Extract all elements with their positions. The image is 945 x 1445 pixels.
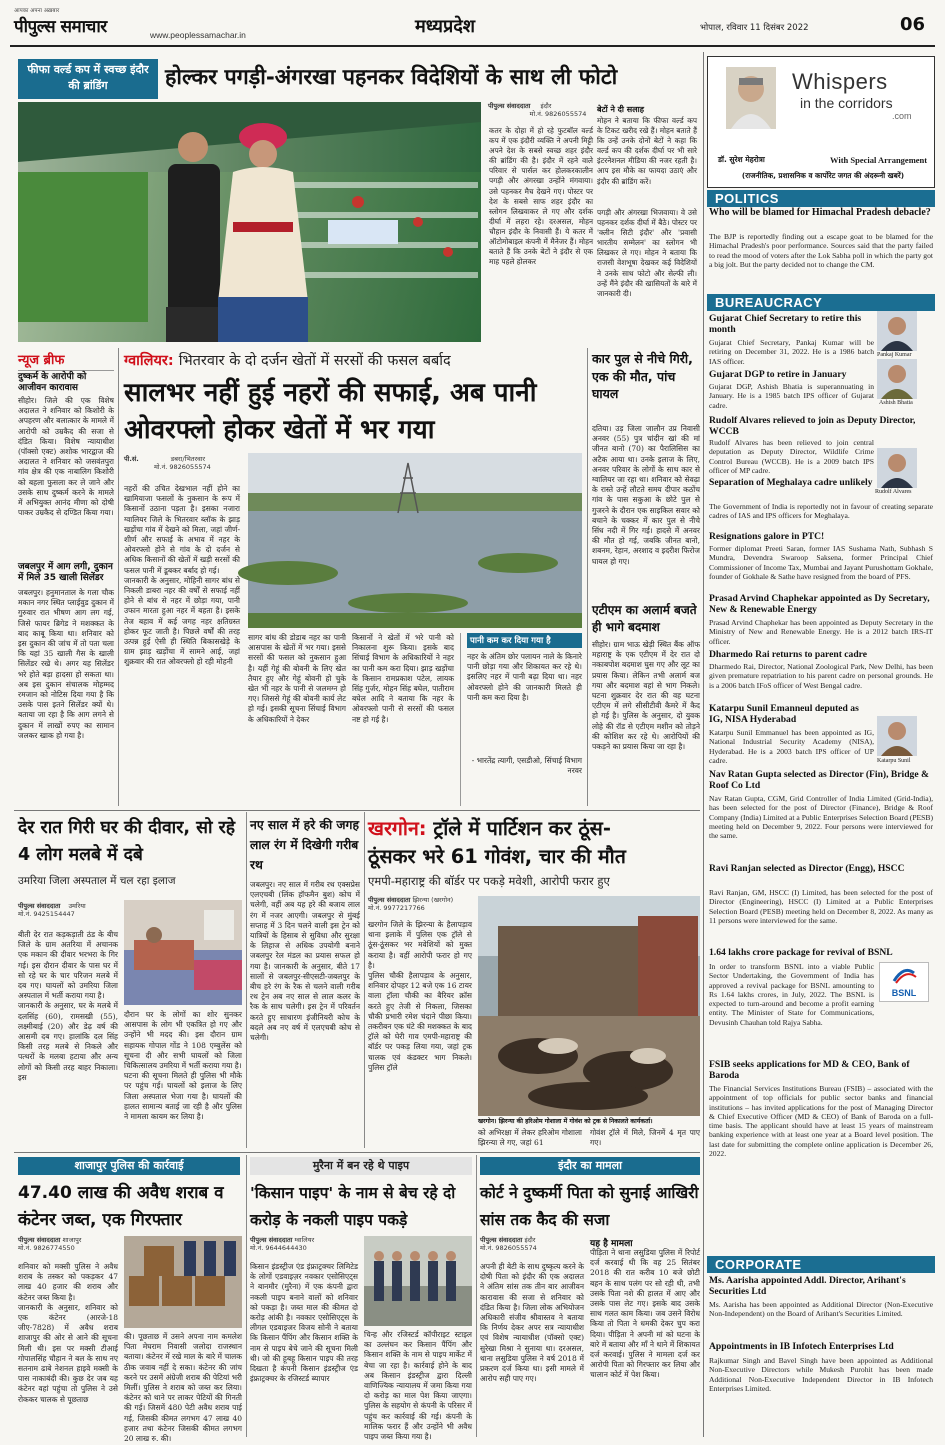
bottom-rule	[14, 1152, 700, 1153]
morena-band: मुरैना में बन रहे थे पाइप	[250, 1157, 472, 1175]
officer-photo-pankaj	[877, 311, 917, 351]
brief-1-text: सीहोर। जिले की एक विशेष अदालत ने शनिवार को किशोरी के अपहरण और बलात्कार के मामले में आरोपी को उम्रकैद की सजा से दंडित किया। विशेष न्यायाधीश (पॉक्सो एक्ट) अशोक भारद्वाज की अदालत ने शनिवार को जसवंतपुरा गांव क्षेत्र की एक नाबालिग किशोरी को बहला फुसला कर ले जाने और उसके साथ दुष्कर्म करने के मामले में अभियुक्त आनंद मीणा को दोषी पाकर उम्रकैद से दण्डित किया गया।	[18, 396, 114, 518]
paper-tagline: आपका अपना अख़बार	[14, 8, 60, 14]
caption-pankaj: Pankaj Kumar	[877, 352, 912, 358]
gwalior-box-text: नहर के अंतिम छोर पलायन नाले के किनारे पानी छोड़ा गया और शिकायत कर रहे थे। इसलिए नहर में पानी बढ़ा दिया था। नहर ओवरफ्लो होने की जानकारी मिलते ही पानी कम करा दिया है।	[467, 652, 582, 702]
wh-item-9-text: Ravi Ranjan, GM, HSCC (I) Limited, has been selected for the post of Director (Engineering), HSCC (I) Limited at a Public Enterprises Selection Board (PESB) meeting held on December 8, 2022. As many as 11 persons were interviewed for the same.	[709, 888, 933, 925]
lead-kicker-text: फीफा वर्ल्ड कप में स्वच्छ इंदौर की ब्रांडिंग	[27, 63, 149, 92]
gwalior-photo	[248, 453, 582, 628]
lead-reporter: पीपुल्स संवाददाता	[488, 102, 531, 110]
gwalior-kicker: ग्वालियर:	[124, 353, 174, 369]
wh-item-5-head: Prasad Arvind Chaphekar appointed as Dy Secretary, New & Renewable Energy	[709, 593, 930, 615]
morena-place: ग्वालियर	[294, 1236, 315, 1244]
shajapur-reporter: पीपुल्स संवाददाता	[18, 1236, 61, 1244]
wh-item-2-head: Rudolf Alvares relieved to join as Deputy Director, WCCB	[709, 415, 916, 437]
bureaucracy-band: BUREAUCRACY	[707, 294, 935, 311]
wall-col2: दौरान घर के लोगों का शोर सुनकर आसपास के लोग भी एकत्रित हो गए और उन्होंने भी मदद की। इस दौरान ग्राम सहायक गोपाल गोंड ने 108 एम्बुलेंस को सूचना दी और सभी घायलों को जिला चिकित्सालय उमरिया में भर्ती कराया गया है। घटना की सूचना मिलते ही पुलिस भी मौके पर पहुंच गई। घायलों को इलाज के लिए जिला अस्पताल भेजा गया है। घायलों की हालत सामान्य बताई जा रही है और पुलिस ने मामला कायम कर लिया है।	[124, 1010, 242, 1122]
cattle-truck-illustration	[478, 896, 700, 1116]
khargone-divider	[364, 812, 365, 1148]
shajapur-place: शाजापुर	[62, 1236, 82, 1244]
whispers-header-box	[707, 56, 935, 188]
khargone-text2: को अभिरक्षा में लेकर हरिओम गोशाला झिरन्या ले गए, जहां 61	[478, 1128, 582, 1148]
lead-photo	[18, 102, 481, 342]
wh-item-5-text: Prasad Arvind Chaphekar has been appointed as Deputy Secretary in the Ministry of New and Renewable Energy. He is a 2012 batch IRS-IT officer.	[709, 618, 933, 646]
indore-box-text: पीड़िता ने थाना लसुडिया पुलिस में रिपोर्ट दर्ज करवाई थी कि वह 25 सितंबर 2018 की रात करीब 10 बजे छोटी बहन के साथ पलंग पर सो रही थी, तभी उसके पिता नशे की हालत में आए और उसके पास लेट गए। इसके बाद उसके साथ गलत काम किया। जब उसने विरोध किया तो पिता ने धमकी देकर चुप करा दिया। पीड़िता ने अपनी मां को घटना के बारे में बताया और माँ ने थाने में शिकायत दर्ज करवाई। पुलिस ने मामला दर्ज कर आरोपी पिता को गिरफ्तार कर लिया और चालान कोर्ट में पेश किया।	[590, 1248, 700, 1380]
shajapur-byline	[18, 1236, 128, 1252]
corp-0-text: Ms. Aarisha has been appointed as Additional Director (Non-Executive Non-Independent) on the Board of Arihant's Securities Limited.	[709, 1300, 933, 1319]
bsnl-swoosh-icon	[890, 963, 918, 985]
gwalior-headline: सालभर नहीं हुई नहरों की सफाई, अब पानी ओवरफ्लो होकर खेतों में भर गया	[124, 378, 537, 445]
khargone-caption: खरगोन। झिरन्या की हरिओम गोशाला में गोवंश को ट्रक से निकालते कार्यकर्ता।	[478, 1118, 653, 1125]
lead-col2a: मोहन ने बताया कि फीफा वर्ल्ड कप के टिकट खरीद रखे हैं। मोहन बताते हैं कि उन्हें उनके दोनों बेटों ने कहा कि वर्ल्ड कप की दर्शक दीर्घा पर भी सारे इंटरनेशनल मीडिया की नजर रहती है। आप इस मौके का फायदा उठाएं और इंदौर की ब्रांडिंग करें।	[597, 116, 697, 186]
morena-headline: 'किसान पाइप' के नाम से बेच रहे दो करोड़ के नकली पाइप पकड़े	[250, 1184, 456, 1229]
whispers-column	[707, 56, 935, 1436]
khargone-headline	[368, 815, 700, 871]
wh-item-7-head: Katarpu Sunil Emanneul deputed as IG, NISA Hyderabad	[709, 703, 859, 725]
stadium-photo-illustration	[18, 102, 481, 342]
atm-text: सीहोर। ग्राम भाऊ खेड़ी स्थित बैंक ऑफ महाराष्ट्र के एक एटीएम में देर रात दो नकाबपोश बदमाश घुस गए और लूट का प्रयास किया। लेकिन तभी अलार्म बज गया और बदमाश वहां से भाग निकले। घटना शुक्रवार देर रात की वह घटना एटीएम में लगे सीसीटीवी कैमरे में कैद हो गई है। पुलिस के अनुसार, दो युवक लोहे की रॉड से एटीएम मशीन को तोड़ने की कोशिश कर रहे थे। आरोपियों की पकड़ने का प्रयास किया जा रहा है।	[592, 640, 700, 752]
wh-item-10-text-cont	[709, 1000, 933, 1001]
wall-headline: देर रात गिरी घर की दीवार, सो रहे 4 लोग मलबे में दबे	[18, 818, 236, 865]
atm-headline: एटीएम का अलार्म बजते ही भागे बदमाश	[592, 603, 697, 634]
gwalior-col1: नहरों की उचित देखभाल नहीं होने का खामियाजा फसलों के नुकसान के रूप में किसानों उठाना पड़ता है। इसका नजारा ग्वालियर जिले के भितरवार ब्लॉक के झाड़ खड़ोंचा गांव में देखने को मिला, जहां जीर्ण-शीर्ण और सफाई के अभाव में नहर के ओवरफ्लो होने से गांव के दो दर्जन से अधिक किसानों की खेतों में खड़ी सरसों की फसल पानी में डूबकर बर्बाद हो गई। जानकारी के अनुसार, मोहिनी सागर बांध से निकली डाबरा नहर की वर्षों से सफाई नहीं होने से बांध से नहर में छोड़ा गया, पानी उफान मारता हुआ नहर में बहता है। इसके तेज बहाव में कई जगह नहर क्षतिग्रस्त होकर फूट जाती है। पिछले वर्षों की तरह उत्पन्न हुई ऐसी ही स्थिति बिकासखेड़े के ग्राम झाड़ खड़ोंचा में सामने आई, जहां शुक्रवार की रात ओवरफ्लो हो रही मोहनी	[124, 484, 240, 667]
section-title: मध्यप्रदेश	[415, 16, 476, 37]
masthead	[0, 0, 945, 50]
caption-ashish: Ashish Bhatia	[879, 400, 913, 406]
whispers-tagline: (राजनीतिक, प्रशासनिक व कार्पोरेट जगत की अंदरूनी खबरें)	[741, 171, 905, 180]
morena-reporter: पीपुल्स संवाददाता	[250, 1236, 293, 1244]
paper-name: पीपुल्स समाचार	[14, 17, 107, 37]
gwalior-official-box	[460, 633, 582, 806]
indore-box-title: यह है मामला	[590, 1239, 633, 1249]
arrangement: With Special Arrangement	[830, 155, 928, 165]
website-url[interactable]: www.peoplessamachar.in	[150, 30, 246, 40]
wh-item-10-head: 1.64 lakhs crore package for revival of BSNL	[709, 947, 893, 958]
wh-item-11-head: FSIB seeks applications for MD & CEO, Bank of Baroda	[709, 1059, 910, 1081]
wh-item-4-head: Resignations galore in PTC!	[709, 531, 825, 542]
corporate-band: CORPORATE	[707, 1256, 935, 1273]
khargone-headline-a: ट्रॉले में पार्टिशन कर ठूंस-	[433, 817, 611, 840]
gwalior-box-title: पानी कम कर दिया गया है	[467, 633, 582, 648]
wh-item-3-text: The Government of India is reportedly not in favour of creating separate cadres of IAS and IPS officers for Meghalaya.	[709, 502, 933, 521]
corp-0-head: Ms. Aarisha appointed Addl. Director, Arihant's Securities Ltd	[709, 1275, 906, 1297]
train-divider	[246, 812, 247, 1148]
whispers-logo-title: Whispers	[792, 69, 888, 94]
flooded-field-illustration	[248, 453, 582, 628]
page-number: 06	[900, 14, 926, 35]
brief-divider	[118, 348, 119, 806]
officer-photo-rudolf	[877, 448, 917, 488]
khargone-mobile: मो.नं. 9977217766	[368, 904, 425, 912]
corp-1-text: Rajkumar Singh and Bavel Singh have been appointed as Additional Non-Executive Directors while Mukesh Purohit has been made Additional Non-Executive Independent Director in IB Infotech Enterprises Limited.	[709, 1356, 933, 1393]
carpool-headline: कार पुल से नीचे गिरी, एक की मौत, पांच घायल	[592, 351, 693, 401]
gwalior-col3: किसानों ने खेतों में भरे पानी को निकालना शुरू किया। इसके बाद सिंचाई विभाग के अधिकारियों ने नहर का पानी कम करा दिया। झाड़ खड़ोंचा के किसान रामप्रकाश पटेल, लायक सिंह गुर्जर, मोहन सिंह बघेल, पातीराम बघेल आदि ने बताया कि नहर के ओवरफ्लो पानी से सरसों की फसल नष्ट हो गई है।	[352, 633, 454, 724]
khargone-reporter: पीपुल्स संवाददाता	[368, 896, 411, 904]
shajapur-text: शनिवार को मक्सी पुलिस ने अवैध शराब के तस्कर को पकड़कर 47 लाख 40 हजार की शराब और कंटेनर जब्त किया है। जानकारी के अनुसार, शनिवार को एक कंटेनर (आरजे-18 जीए-7828) में अवैध शराब शाजापुर की ओर से आने की सूचना मिली थी। इस पर मक्सी टीआई गोपालसिंह चौहान ने बल के साथ नए सतनाम ढाबे नेशनल हाइवे मक्सी के पास नाकाबंदी की। कुछ देर जब यह कंटेनर वहां पहुंचा तो पुलिस ने उसे रोककर चालक से पूछताछ	[18, 1262, 118, 1404]
wh-item-9-head: Ravi Ranjan selected as Director (Engg), HSCC	[709, 863, 905, 874]
column-divider	[703, 52, 704, 1437]
officer-photo-katarpu	[877, 716, 917, 756]
whispers-logo[interactable]	[792, 69, 932, 121]
shajapur-band: शाजापुर पुलिस की कार्रवाई	[18, 1157, 240, 1175]
khargone-kicker: खरगोन:	[368, 817, 427, 840]
wall-mobile: मो.नं. 9425154447	[18, 910, 75, 918]
corp-1-head: Appointments in IB Infotech Enterprises Ltd	[709, 1341, 894, 1352]
politics-band: POLITICS	[707, 190, 935, 207]
wh-item-6-text: Dharmedo Rai, Director, National Zoological Park, New Delhi, has been given premature repatriation to his parent cadre on personal grounds. He is a 2006 batch IFoS officer of West Bengal cadre.	[709, 662, 933, 690]
khargone-text3: गोवंश ट्रॉले में मिले, जिनमें 4 मृत पाए गए।	[590, 1128, 700, 1148]
bsnl-logo	[879, 962, 929, 1002]
wall-reporter: पीपुल्स संवाददाता	[18, 902, 61, 910]
gwalior-box-sign: - भारतेंद्र त्यागी, एसडीओ, सिंचाई विभाग नरवर	[471, 756, 582, 776]
shajapur-mobile: मो.नं. 9826774550	[18, 1244, 75, 1252]
indore-mobile: मो.नं. 9826055574	[480, 1244, 537, 1252]
caption-rudolf: Rudolf Alvares	[875, 489, 912, 495]
wh-item-8-head: Nav Ratan Gupta selected as Director (Fin), Bridge & Roof Co Ltd	[709, 769, 930, 791]
indore-divider	[476, 1155, 477, 1437]
indore-headline: कोर्ट ने दुष्कर्मी पिता को सुनाई आखिरी सांस तक कैद की सजा	[480, 1184, 699, 1229]
politics-headline: Who will be blamed for Himachal Pradesh debacle?	[709, 207, 931, 218]
masthead-rule	[10, 45, 935, 47]
gwalior-reporter: पी.सं.	[124, 455, 139, 463]
hospital-patients-illustration	[124, 900, 242, 1005]
wall-text: बीती देर रात कड़कड़ाती ठंड के बीच जिले के ग्राम अतरिया में अचानक एक मकान की दीवार भरभरा के गिर गई। इस दौरान दीवार के पास घर में सो रहे घर के चार परिजन मलबे में दब गए। घायलों को उमरिया जिला अस्पताल में भर्ती कराया गया है। जानकारी के अनुसार, घर के मलबे में दलसिंह (60), रामसखी (55), लक्ष्मीबाई (20) और डेढ़ वर्ष की आसमी दब गए। हालांकि दल सिंह किसी तरह मलबे से निकले और पत्थरों के मलबा हटाया और अन्य लोगों को किसी तरह बाहर निकाला। इस	[18, 930, 118, 1082]
shajapur-col2: की। पूछताछ में उसने अपना नाम कमलेश पिता मेघराम निवासी जलोदा राजस्थान बताया। कंटेनर में रखे माल के बारे में चालक ठीक जवाब नहीं दे सका। कंटेनर की जांच करने पर उसमें अंग्रेजी शराब की पेटियां भरी मिलीं। पुलिस ने शराब को जब्त कर लिया। कंटेनर को थाने पर लाकर पेटियों की गिनती की गई। जिसमें 480 पेटी अवैध शराब पाई गई, जिसकी कीमत लगभग 47 लाख 40 हजार तथा कंटेनर जिसकी कीमत लगभग 20 लाख रु. की।	[124, 1332, 242, 1444]
khargone-place: झिरन्या (खरगोन)	[412, 896, 454, 904]
khargone-photo	[478, 896, 700, 1116]
brief-2-headline: जबलपुर में आग लगी, दुकान में मिले 35 खाली सिलेंडर	[18, 562, 113, 583]
politics-text: The BJP is reportedly finding out a escape goat to be blamed for the Himachal Pradesh's poor performance. Sources said that the party failed to read the mood of voters after the Lok Sabha poll in which the party got a big jolt. But the party decided not to change the CM.	[709, 232, 933, 269]
gwalior-kicker-line	[124, 350, 582, 370]
whispers-logo-sub: in the corridors	[800, 95, 893, 111]
lead-kicker	[18, 59, 158, 99]
khargone-subhead: एमपी-महाराष्ट्र की बॉर्डर पर पकड़े मवेशी, आरोपी फरार हुए	[368, 874, 610, 888]
carpool-text: दतिया। उड़ जिला जालौन उप्र निवासी अनवर (55) पुत्र चांदीन खां की मां जीनत बानो (70) का पैरालिसिस का अटैक आया था। उनके इलाज के लिए, अनवर परिवार के लोगों के साथ कार से ग्वालियर जा रहा था। शनिवार को सेवढ़ा के रास्ते उन्हें लौटते समय दीपार कठोंच गांव के पास सकुआ के छोटे पुल से गुजरने के दौरान एक साइकिल सवार को बचाने के चक्कर में कार पुल से नीचे सिंध नदी में गिर गई। हादसे में अनवर की मौत हो गई, जबकि जीनत बानो, शबनम, रेहान, अरशाद व इदरीश फिरोज घायल हो गए।	[592, 424, 700, 566]
lead-place: इंदौर	[540, 102, 552, 110]
wh-item-0-text: Gujarat Chief Secretary, Pankaj Kumar will be retiring on December 31, 2022. He is a 1986 batch IAS officer.	[709, 338, 874, 366]
whispers-logo-site: .com	[892, 111, 912, 121]
wh-item-10-text: In order to transform BSNL into a viable Public Sector Undertaking, the Government of India has approved a revival package for BSNL amounting to Rs 1.64 lakhs crores, in July, 2022. The BSNL is expected to turn-around and become a profit earning entity. The Minister of State for Communications, Devusinh Chauhan told Rajya Sabha.	[709, 962, 874, 1027]
lead-headline: होल्कर पगड़ी-अंगरखा पहनकर विदेशियों के साथ ली फोटो	[165, 65, 618, 90]
wh-item-7-text: Katarpu Sunil Emmanuel has been appointed as IG, National Industrial Security Academy (NISA), Hyderabad. He is a 2003 batch IPS officer of UP cadre.	[709, 728, 874, 765]
wall-byline	[18, 902, 118, 918]
news-brief-title: न्यूज ब्रीफ	[18, 350, 114, 371]
author-name: डॉ. सुरेश मेहरोत्रा	[718, 155, 765, 164]
train-headline: नए साल में हरे की जगह लाल रंग में दिखेगी गरीब रथ	[250, 818, 359, 872]
mid-rule	[14, 810, 700, 811]
wh-item-0-head: Gujarat Chief Secretary to retire this month	[709, 313, 862, 335]
lead-subhead: बेटों ने दी सलाह	[597, 105, 644, 114]
morena-divider	[246, 1155, 247, 1437]
wh-item-1-text: Gujarat DGP, Ashish Bhatia is superannuating in January. He is a 1985 batch IPS officer of Gujarat cadre.	[709, 382, 874, 410]
wh-item-8-text: Nav Ratan Gupta, CGM, Grid Controller of India Limited (Grid-India), has been selected for the post of Director (Finance), Bridge & Roof Company (India) Limited at a Public Enterprises Selection Board (PESB) meeting held on December 9, 2022. Four persons were interviewed for the same.	[709, 794, 933, 841]
indore-place: इंदौर	[524, 1236, 536, 1244]
wh-item-3-head: Separation of Meghalaya cadre unlikely	[709, 477, 873, 488]
khargone-byline	[368, 896, 478, 912]
indore-text: अपनी ही बेटी के साथ दुष्कृत्य करने के दोषी पिता को इंदौर की एक अदालत ने अंतिम सांस तक तीन बार आजीवन कारावास की सजा से शनिवार को दंडित किया है। जिला लोक अभियोजन अधिकारी संजीव श्रीवास्तव ने बताया कि निर्णय देकर अपर सत्र न्यायाधीश एवं विशेष न्यायाधीश (पॉक्सो एक्ट) सुरेखा मिश्रा ने सुनाया था। दरअसल, थाना लसुडिया पुलिस ने वर्ष 2018 में प्रकरण दर्ज किया था। इसी मामले में आरोप सही पाए गए।	[480, 1262, 584, 1384]
lead-col1: कतर के दोहा में हो रहे फुटबॉल वर्ल्ड कप में एक इंदौरी व्यक्ति ने अपनी मिट्टी अपने देश के सबसे स्वच्छ शहर इंदौर की ब्रांडिंग की है। इंदौर में रहने वाले परिवार से पार्सल कर होलकरकालीन पगड़ी और अंगरखा उन्होंने मंगवाया। उसे पहनकर मैच देखने गए। पोस्टर पर देश के सबसे साफ शहर इंदौर का स्लोगन लिखवाकर ले गए और दर्शक दीर्घा में लहरा रहे। दरअसल, मोहन चौहान इंदौर के निवासी हैं। ये कतर में ऑटोमोबाइल कंपनी में मैनेजर हैं। मोहन बताते हैं कि उनके बेटों ने इंदौर से एक माह पहले होलकर	[489, 126, 593, 267]
gwalior-mobile: मो.नं. 9826055574	[154, 463, 211, 471]
gwalior-kicker-rest: भितरवार के दो दर्जन खेतों में सरसों की फसल बर्बाद	[178, 353, 451, 369]
wh-item-1-head: Gujarat DGP to retire in January	[709, 369, 847, 380]
lead-col2b: पगड़ी और अंगरखा भिजवाया। वे उसे पहनकर दर्शक दीर्घा में बैठे। पोस्टर पर 'क्लीन सिटी इंदौर' और 'प्रवासी भारतीय सम्मेलन' का स्लोगन भी लिखकर ले गए। मोहन ने बताया कि राजसी वेशभूषा देखकर कई विदेशियों ने उनके साथ फोटो और सेल्फी ली। उन्हें मैंने इंदौर की खासियतों के बारे में जानकारी दी।	[597, 208, 697, 298]
gwalior-col2: सागर बांध की डोडाब नहर का पानी आसपास के खेतों में भर गया। इससे सरसों की फसल को नुकसान हुआ है। यहीं गेहूं की बोवनी के लिए खेत तैयार हुए और गेहूं बोवनी हो चुके खेत भी नहर के पानी से जलमग्न हो गए। जिससे गेहूं की बोवनी कार्य लेट हो गई। इसकी सूचना सिंचाई विभाग के अधिकारियों ने देकर	[248, 633, 346, 724]
dateline: भोपाल, रविवार 11 दिसंबर 2022	[700, 23, 809, 33]
seized-liquor-illustration	[124, 1236, 242, 1328]
brief-2-text: जबलपुर। हनुमानताल के गला चौक मकान नगर स्थित प्लाईवुड दुकान में गुरुवार रात भीषण आग लग गई, जिसे फायर ब्रिगेड ने मशक्कत के बाद काबू किया था। शनिवार को इस दुकान की जांच में तो पता चला कि यहां 35 खाली गैस के खाली सिलेंडर रखे थे। अगर यह सिलेंडर भरे होते बड़ा हादसा हो सकता था। अब इस दुकान संचालक मोहम्मद रमजान को नोटिस दिया गया है कि उसके पास इतने सिलेंडर क्यों थे। बताया जा रहा है कि आग लगने से दुकान में लाखों रुपए का सामान जलकर खाक हो गया है।	[18, 588, 114, 740]
indore-reporter: पीपुल्स संवाददाता	[480, 1236, 523, 1244]
morena-col2: चिन्ह और रजिस्टर्ड कॉपीराइट स्टाइल का उल्लंघन कर किसान पैंपिंग और किसान शक्ति के नाम से पाइप मार्केट में बेचा जा रहा है। कार्रवाई होने के बाद अब किसान इंडस्ट्रीज द्वारा दिल्ली वाणिज्यिक न्यायालय में जमा किया गया दो करोड़ का माल पेश किया जाएगा। पुलिस के सहयोग से कंपनी के परिसर में पहुंच कर कार्रवाई की गई। कंपनी के मालिक फरार हैं और उन्होंने भी अवैध पाइप जब्त किया गया है।	[364, 1330, 472, 1442]
officer-photo-ashish	[877, 359, 917, 399]
wh-item-11-text: The Financial Services Institutions Bureau (FSIB) – associated with the appointment of top officials for public sector banks and financial institutions – has invited applications for the post of Managing Director & Chief Executive Officer (MD & CEO) of Bank of Baroda on a full-time basis. The applicant should have at least 15 years of mainstream banking experience with at least one year at a Board level position. The last date for submitting the complete online application is December 26, 2022.	[709, 1084, 933, 1159]
indore-byline	[480, 1236, 585, 1252]
bsnl-logo-text: BSNL	[891, 988, 917, 998]
wall-place: उमरिया	[68, 902, 86, 910]
morena-photo	[364, 1236, 472, 1326]
morena-byline	[250, 1236, 360, 1252]
khargone-headline-b: ठूंसकर भरे 61 गोवंश, चार की मौत	[368, 845, 626, 868]
pipe-seizure-illustration	[364, 1236, 472, 1326]
wh-item-4-text: Former diplomat Preeti Saran, former IAS Sushama Nath, Subhash S Mundra, Devendra Swaroop Saksena, former Principal Chief Commissioner of Income Tax, Mumbai and Jayant Purushottam Gokhale, founder of Gokhale & Sathe have resigned from the board of PFS.	[709, 544, 933, 581]
wh-item-2-text: Rudolf Alvares has been relieved to join central deputation as Deputy Director, Wildlife Crime Control Bureau (WCCB). He is a 2009 batch IPS officer of MP cadre.	[709, 438, 874, 475]
brief-1-headline: दुष्कर्म के आरोपी को आजीवन कारावास	[18, 372, 87, 393]
wh-item-6-head: Dharmedo Rai returns to parent cadre	[709, 649, 868, 660]
khargone-text: खरगोन जिले के झिरन्या के हैलापड़ाव थाना इलाके में पुलिस एक ट्रॉले से ठूंस-ठूंसकर भर मवेशियों को मुक्त कराया है। वहीं आरोपी फरार हो गए है। पुलिस चौकी हैलापड़ाव के अनुसार, शनिवार दोपहर 12 बजे एक 16 टायर वाला ट्रॉला चौकी का बैरियर क्रॉस करते हुए तेजी से निकला, जिसका चौकी प्रभारी रमेश चंदाने पीछा किया। तकरीबन एक घंटे की मशक्कत के बाद ट्रॉले को घेरी गाव एमपी-महाराष्ट्र की बॉर्डर पर पकड़ लिया गया, जहां ट्रक चालक एवं कंडक्टर भाग निकले। पुलिस ट्रॉले	[368, 920, 472, 1072]
lead-mobile: मो.नं. 9826055574	[529, 110, 587, 118]
gwalior-place: डबरा/भितरवार	[170, 455, 206, 463]
indore-band: इंदौर का मामला	[480, 1157, 700, 1175]
train-text: जबलपुर। नए साल में गरीब रथ एक्सप्रेस एलएचबी (लिंक हॉफमैन बुश) कोच में चलेगी, वहीं अब यह हरे की बजाय लाल रंग में नजर आएगी। जबलपुर से मुंबई सप्ताह में 3 दिन चलने वाली इस ट्रेन को यात्रियों के हिसाब से सुविधा और सुरक्षा के लिहाज से अधिक उपयोगी बनाने जबलपुर रेल मंडल का प्रयास सफल हो गया है। जानकारी के अनुसार, बीते 17 सालों से जबलपुर-सीएसटी-जबलपुर के बीच हरे रंग के रैक से चलने वाली गरीब रथ ट्रेन अब नए साल से लाल कलर के रैक के साथ चलेगी। इस ट्रेन में परिवर्तन करते हुए साधारण इंजीनियरी कोच के बदले अब नए वर्ष में एलएचबी कोच से चलेगी।	[250, 880, 360, 1043]
carpool-divider	[587, 348, 588, 806]
shajapur-photo	[124, 1236, 242, 1328]
gwalior-byline	[124, 455, 244, 471]
wall-subhead: उमरिया जिला अस्पताल में चल रहा इलाज	[18, 875, 176, 887]
author-portrait-icon	[726, 67, 776, 129]
author-photo	[726, 67, 776, 129]
morena-text: किसान इंडस्ट्रीज एंड इंफ्राट्रक्चर लिमिटेड के लोगों एडवाइज़र नवकार एसोसिएट्स ने बानमौर (मुरैना) में एक कंपनी द्वारा नकली पाइप बनाने वालों को शनिवार को पकड़ा है। जब्त माल की कीमत दो करोड़ आंकी है। नवकार एसोसिएट्स के लीगल एडवाइजर विजय सोनी ने बताया कि किसान पैंपिंग और किसान शक्ति के नाम से पाइप बेचे जाने की सूचना मिली थी। जो की हूबहू किसान पाइप की तरह दिखता है कंपनी किसान इंडस्ट्रीज एंड इंफ्राट्रक्चर के रजिस्टर्ड ब्यापार	[250, 1262, 358, 1384]
wall-photo	[124, 900, 242, 1005]
shajapur-headline: 47.40 लाख की अवैध शराब व कंटेनर जब्त, एक गिरफ्तार	[18, 1183, 224, 1230]
caption-katarpu: Katarpu Sunil	[877, 758, 911, 764]
morena-mobile: मो.नं. 9644644430	[250, 1244, 307, 1252]
